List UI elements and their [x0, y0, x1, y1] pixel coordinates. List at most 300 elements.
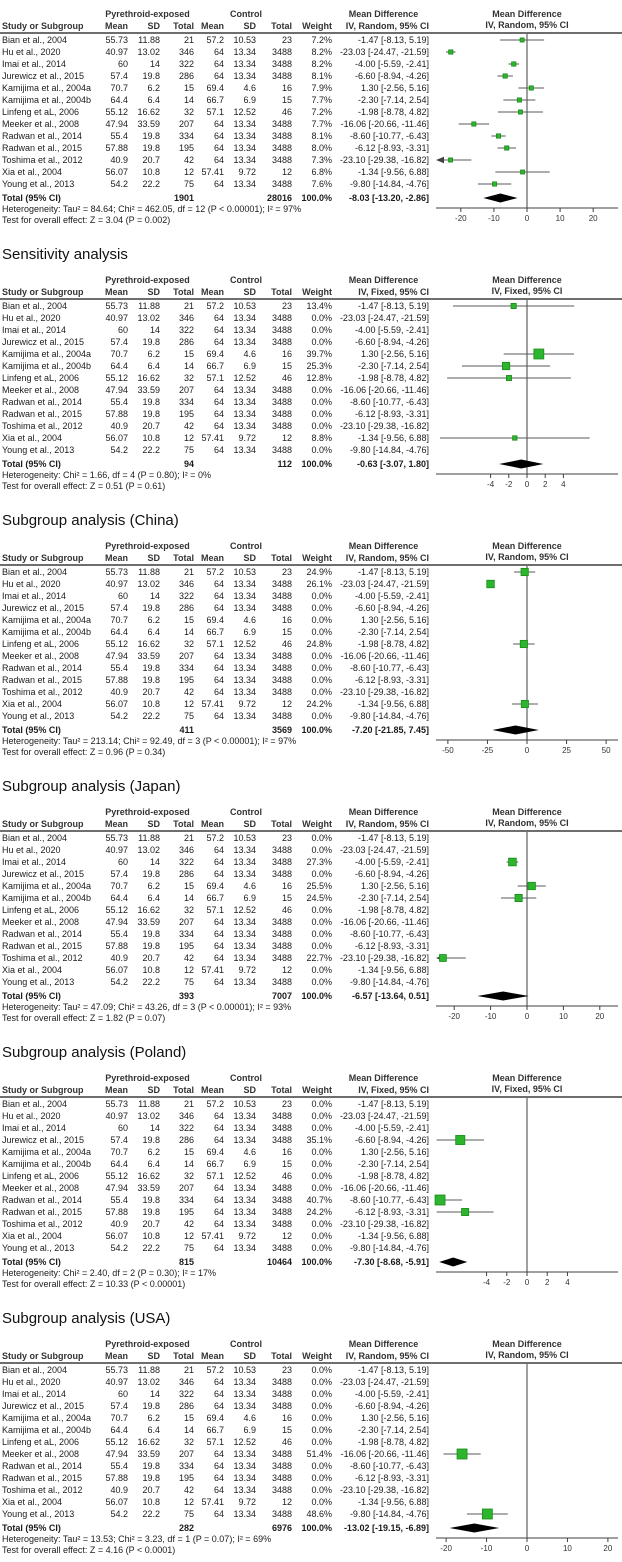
col-header-study: Study or Subgroup	[2, 21, 84, 31]
exp-mean: 40.97	[105, 845, 128, 855]
exp-sd: 6.2	[147, 83, 160, 93]
exp-total: 195	[178, 1473, 194, 1483]
study-md-ci: -6.60 [-8.94, -4.26]	[354, 603, 429, 613]
ctl-sd: 6.9	[243, 1425, 256, 1435]
effect-square	[509, 858, 517, 866]
study-weight: 0.0%	[311, 1147, 332, 1157]
effect-square	[521, 170, 525, 174]
plot-header-model: IV, Random, 95% CI	[485, 1350, 569, 1360]
axis-tick-label: 2	[544, 1278, 550, 1287]
study-weight: 0.0%	[311, 1425, 332, 1435]
total-md-ci: -13.02 [-19.15, -6.89]	[343, 1523, 429, 1533]
exp-total: 32	[183, 373, 194, 383]
col-header-effect-model: IV, Fixed, 95% CI	[358, 1085, 429, 1095]
study-name: Radwan et al., 2014	[2, 397, 83, 407]
ctl-total: 23	[281, 301, 292, 311]
ctl-sd: 13.34	[233, 603, 256, 613]
axis-tick-label: -10	[480, 1544, 493, 1553]
axis-tick-label: 20	[595, 1012, 605, 1021]
axis-tick-label: 10	[558, 1012, 568, 1021]
exp-total: 322	[178, 1123, 194, 1133]
ctl-total: 46	[281, 1437, 292, 1447]
exp-total: 42	[183, 421, 194, 431]
exp-mean: 47.94	[105, 651, 128, 661]
exp-sd: 13.02	[137, 579, 160, 589]
forest-panel-6	[0, 1310, 622, 1556]
study-weight: 24.5%	[306, 893, 332, 903]
effect-square	[503, 74, 507, 78]
ctl-sd: 13.34	[233, 155, 256, 165]
ctl-sd: 12.52	[233, 1437, 256, 1447]
ctl-mean: 64	[213, 1377, 224, 1387]
col-header-mean-0: Mean	[104, 1351, 128, 1361]
ctl-mean: 57.1	[206, 639, 224, 649]
ctl-total: 3488	[271, 579, 292, 589]
exp-mean: 57.4	[110, 603, 128, 613]
study-md-ci: -23.03 [-24.47, -21.59]	[339, 47, 429, 57]
exp-sd: 19.8	[142, 1401, 160, 1411]
effect-square	[515, 894, 522, 901]
ctl-mean: 64	[213, 941, 224, 951]
study-weight: 0.0%	[311, 1171, 332, 1181]
study-md-ci: -23.10 [-29.38, -16.82]	[339, 1219, 429, 1229]
exp-mean: 64.4	[110, 1425, 128, 1435]
study-md-ci: -9.80 [-14.84, -4.76]	[349, 711, 429, 721]
exp-mean: 55.4	[110, 663, 128, 673]
effect-square	[482, 1509, 492, 1519]
ctl-total: 23	[281, 1099, 292, 1109]
study-name: Kamijima et al., 2004a	[2, 83, 92, 93]
exp-sd: 13.02	[137, 47, 160, 57]
ctl-total: 46	[281, 905, 292, 915]
col-header-mean-3: Mean	[200, 287, 224, 297]
study-weight: 0.0%	[311, 1473, 332, 1483]
total-md-ci: -8.03 [-13.20, -2.86]	[348, 193, 429, 203]
study-name: Radwan et al., 2014	[2, 663, 83, 673]
ctl-mean: 64	[213, 1449, 224, 1459]
exp-sd: 11.88	[138, 833, 160, 843]
overall-effect-text: Test for overall effect: Z = 10.33 (P < 0.00001)	[2, 1279, 186, 1289]
ctl-sd: 6.9	[243, 627, 256, 637]
section-title: Subgroup analysis (USA)	[2, 1310, 171, 1327]
study-weight: 0.0%	[311, 591, 332, 601]
study-name: Kamijima et al., 2004a	[2, 1413, 92, 1423]
study-name: Radwan et al., 2015	[2, 675, 83, 685]
exp-sd: 20.7	[142, 1485, 160, 1495]
col-header-sd-4: SD	[243, 21, 256, 31]
study-weight: 0.0%	[311, 1111, 332, 1121]
total-exp-n: 815	[178, 1257, 194, 1267]
ctl-total: 3488	[271, 687, 292, 697]
ctl-total: 3488	[271, 1389, 292, 1399]
ctl-total: 3488	[271, 1195, 292, 1205]
ctl-mean: 57.1	[206, 373, 224, 383]
axis-tick-label: -2	[505, 480, 513, 489]
ctl-total: 23	[281, 833, 292, 843]
ctl-sd: 13.34	[233, 409, 256, 419]
col-header-total-5: Total	[271, 553, 292, 563]
exp-sd: 6.2	[147, 615, 160, 625]
study-name: Young et al., 2013	[2, 1243, 75, 1253]
study-weight: 13.4%	[306, 301, 332, 311]
study-weight: 0.0%	[311, 1401, 332, 1411]
exp-sd: 10.8	[142, 965, 160, 975]
ctl-total: 3488	[271, 1473, 292, 1483]
exp-mean: 40.97	[105, 579, 128, 589]
col-header-sd-1: SD	[147, 287, 160, 297]
exp-sd: 19.8	[142, 71, 160, 81]
ctl-mean: 57.2	[206, 35, 224, 45]
total-exp-n: 411	[179, 725, 194, 735]
exp-mean: 47.94	[105, 1183, 128, 1193]
exp-mean: 55.73	[105, 35, 128, 45]
col-header-effect-model: IV, Fixed, 95% CI	[358, 287, 429, 297]
exp-mean: 55.12	[105, 1437, 128, 1447]
study-md-ci: 1.30 [-2.56, 5.16]	[360, 1413, 429, 1423]
exp-mean: 55.4	[110, 131, 128, 141]
ctl-sd: 13.34	[233, 1111, 256, 1121]
ctl-sd: 13.34	[233, 1183, 256, 1193]
col-header-weight-6: Weight	[302, 21, 332, 31]
heterogeneity-text: Heterogeneity: Chi² = 1.66, df = 4 (P = 0.80); I² = 0%	[2, 470, 211, 480]
study-md-ci: -1.34 [-9.56, 6.88]	[357, 433, 429, 443]
exp-sd: 20.7	[142, 155, 160, 165]
exp-mean: 57.88	[105, 143, 128, 153]
ctl-mean: 64	[213, 1219, 224, 1229]
effect-square	[520, 38, 524, 42]
exp-sd: 19.8	[142, 1207, 160, 1217]
exp-sd: 19.8	[142, 663, 160, 673]
overall-effect-text: Test for overall effect: Z = 4.16 (P < 0.0001)	[2, 1545, 176, 1555]
exp-sd: 33.59	[137, 1183, 160, 1193]
ctl-mean: 64	[213, 869, 224, 879]
study-md-ci: -1.47 [-8.13, 5.19]	[357, 35, 429, 45]
study-weight: 7.7%	[311, 119, 332, 129]
axis-tick-label: -10	[484, 1012, 497, 1021]
ctl-total: 16	[281, 349, 292, 359]
ctl-mean: 64	[213, 385, 224, 395]
col-header-mean-3: Mean	[200, 1085, 224, 1095]
x2	[131, 724, 163, 736]
exp-total: 15	[183, 615, 194, 625]
exp-sd: 13.02	[137, 845, 160, 855]
axis-tick-label: -10	[488, 214, 500, 223]
ctl-sd: 13.34	[233, 1509, 256, 1519]
study-name: Bian et al., 2004	[2, 1365, 68, 1375]
total-md-ci: -7.30 [-8.68, -5.91]	[353, 1257, 429, 1267]
exp-mean: 54.2	[110, 1243, 128, 1253]
exp-sd: 6.4	[147, 893, 160, 903]
study-name: Young et al., 2013	[2, 977, 75, 987]
ctl-total: 3488	[271, 941, 292, 951]
ctl-sd: 9.72	[238, 1231, 256, 1241]
col-header-study: Study or Subgroup	[2, 1351, 84, 1361]
ctl-total: 3488	[271, 143, 292, 153]
exp-mean: 40.9	[110, 1219, 128, 1229]
ctl-total: 3488	[271, 47, 292, 57]
ctl-total: 15	[281, 627, 292, 637]
ctl-sd: 13.34	[233, 47, 256, 57]
ctl-sd: 4.6	[243, 349, 256, 359]
exp-total: 346	[178, 47, 194, 57]
study-weight: 51.4%	[306, 1449, 332, 1459]
x1	[98, 458, 131, 470]
study-md-ci: -23.03 [-24.47, -21.59]	[339, 1111, 429, 1121]
study-name: Toshima et al., 2012	[2, 953, 83, 963]
effect-text-header: Mean Difference	[348, 807, 419, 817]
ctl-sd: 13.34	[233, 1461, 256, 1471]
ctl-mean: 66.7	[206, 1425, 224, 1435]
exp-mean: 57.4	[110, 1401, 128, 1411]
exp-mean: 54.2	[110, 445, 128, 455]
study-weight: 22.7%	[306, 953, 332, 963]
forest-plot-graphic	[434, 540, 620, 758]
exp-mean: 57.88	[105, 1207, 128, 1217]
ctl-mean: 57.41	[201, 167, 224, 177]
total-ctl-n: 112	[277, 459, 292, 469]
exp-total: 12	[183, 1497, 194, 1507]
ctl-total: 3488	[271, 1111, 292, 1121]
forest-panel-4	[0, 778, 622, 1024]
total-exp-n: 393	[178, 991, 194, 1001]
col-header-study: Study or Subgroup	[2, 819, 84, 829]
study-weight: 25.5%	[306, 881, 332, 891]
exp-mean: 40.9	[110, 687, 128, 697]
exp-sd: 19.8	[142, 1461, 160, 1471]
study-md-ci: -9.80 [-14.84, -4.76]	[349, 179, 429, 189]
study-name: Kamijima et al., 2004b	[2, 893, 92, 903]
study-md-ci: -16.06 [-20.66, -11.46]	[340, 1449, 429, 1459]
ctl-sd: 13.34	[233, 857, 256, 867]
exp-total: 322	[178, 325, 194, 335]
effect-square	[511, 303, 516, 308]
x1	[98, 1522, 131, 1534]
study-weight: 8.8%	[311, 433, 332, 443]
exp-mean: 54.2	[110, 711, 128, 721]
exp-sd: 19.8	[142, 143, 160, 153]
group-header-exposed: Pyrethroid-exposed	[105, 541, 190, 551]
exp-total: 14	[183, 1159, 194, 1169]
ctl-total: 16	[281, 1147, 292, 1157]
exp-total: 75	[183, 711, 194, 721]
exp-mean: 47.94	[105, 119, 128, 129]
group-header-exposed: Pyrethroid-exposed	[105, 1073, 190, 1083]
study-md-ci: -6.12 [-8.93, -3.31]	[354, 941, 429, 951]
axis-tick-label: 0	[524, 1012, 530, 1021]
axis-tick-label: 4	[561, 480, 566, 489]
group-header-control: Control	[230, 1073, 262, 1083]
study-weight: 6.8%	[311, 167, 332, 177]
ctl-mean: 64	[213, 917, 224, 927]
ctl-sd: 13.34	[233, 445, 256, 455]
group-header-exposed: Pyrethroid-exposed	[105, 1339, 190, 1349]
ctl-mean: 66.7	[206, 361, 224, 371]
ctl-mean: 64	[213, 337, 224, 347]
study-md-ci: -1.47 [-8.13, 5.19]	[357, 833, 429, 843]
col-spacer	[2, 8, 98, 20]
study-name: Radwan et al., 2014	[2, 131, 83, 141]
study-md-ci: -9.80 [-14.84, -4.76]	[349, 445, 429, 455]
exp-sd: 6.4	[147, 1425, 160, 1435]
col-header-total-2: Total	[173, 1351, 194, 1361]
ctl-total: 23	[281, 567, 292, 577]
ctl-mean: 69.4	[206, 881, 224, 891]
heterogeneity-text: Heterogeneity: Tau² = 13.53; Chi² = 3.23, df = 1 (P = 0.07); I² = 69%	[2, 1534, 272, 1544]
exp-sd: 19.8	[142, 131, 160, 141]
ctl-total: 3488	[271, 119, 292, 129]
axis-tick-label: -20	[440, 1544, 452, 1553]
col-header-total-5: Total	[271, 287, 292, 297]
exp-total: 207	[178, 917, 194, 927]
study-weight: 0.0%	[311, 603, 332, 613]
x4	[227, 724, 259, 736]
exp-mean: 60	[117, 325, 128, 335]
plot-header-effect: Mean Difference	[492, 541, 562, 551]
axis-tick-label: 50	[601, 746, 611, 755]
total-exp-n: 282	[178, 1523, 194, 1533]
ctl-sd: 13.34	[233, 591, 256, 601]
exp-sd: 16.62	[137, 1171, 160, 1181]
col-header-mean-0: Mean	[104, 1085, 128, 1095]
ctl-sd: 13.34	[233, 929, 256, 939]
ctl-total: 3488	[271, 953, 292, 963]
study-md-ci: -1.47 [-8.13, 5.19]	[357, 1365, 429, 1375]
exp-total: 75	[183, 1509, 194, 1519]
heterogeneity-text: Heterogeneity: Chi² = 2.40, df = 2 (P = 0.30); I² = 17%	[2, 1268, 216, 1278]
exp-total: 334	[178, 1195, 194, 1205]
ctl-sd: 13.34	[233, 579, 256, 589]
study-name: Kamijima et al., 2004a	[2, 881, 92, 891]
study-name: Meeker et al., 2008	[2, 1183, 80, 1193]
ctl-sd: 13.34	[233, 675, 256, 685]
study-md-ci: -1.98 [-8.78, 4.82]	[357, 373, 429, 383]
ctl-mean: 57.41	[201, 1497, 224, 1507]
study-weight: 0.0%	[311, 1231, 332, 1241]
study-name: Bian et al., 2004	[2, 1099, 68, 1109]
study-md-ci: -1.34 [-9.56, 6.88]	[357, 1231, 429, 1241]
study-md-ci: -4.00 [-5.59, -2.41]	[354, 325, 429, 335]
ctl-sd: 6.9	[243, 95, 256, 105]
ctl-mean: 66.7	[206, 1159, 224, 1169]
study-weight: 39.7%	[306, 349, 332, 359]
exp-total: 21	[183, 301, 194, 311]
ctl-mean: 64	[213, 675, 224, 685]
ctl-sd: 13.34	[233, 953, 256, 963]
study-name: Young et al., 2013	[2, 179, 75, 189]
study-weight: 8.2%	[311, 47, 332, 57]
study-weight: 0.0%	[311, 1389, 332, 1399]
ctl-mean: 64	[213, 409, 224, 419]
exp-mean: 55.12	[105, 639, 128, 649]
forest-plot	[0, 806, 622, 1024]
exp-sd: 33.59	[137, 651, 160, 661]
study-md-ci: -23.10 [-29.38, -16.82]	[339, 953, 429, 963]
study-name: Jurewicz et al., 2015	[2, 869, 85, 879]
axis-tick-label: 20	[603, 1544, 613, 1553]
axis-tick-label: 25	[562, 746, 572, 755]
ctl-sd: 13.34	[233, 1135, 256, 1145]
col-header-total-5: Total	[271, 21, 292, 31]
forest-plot	[0, 274, 622, 492]
ctl-total: 3488	[271, 1243, 292, 1253]
total-exp-n: 1901	[173, 193, 194, 203]
exp-sd: 13.02	[137, 1377, 160, 1387]
study-weight: 0.0%	[311, 651, 332, 661]
exp-mean: 70.7	[110, 1413, 128, 1423]
study-name: Bian et al., 2004	[2, 301, 68, 311]
study-name: Radwan et al., 2015	[2, 941, 83, 951]
ctl-mean: 66.7	[206, 627, 224, 637]
total-weight: 100.0%	[301, 193, 332, 203]
ctl-total: 3488	[271, 409, 292, 419]
exp-total: 21	[183, 1099, 194, 1109]
ctl-total: 23	[281, 35, 292, 45]
ctl-sd: 13.34	[233, 917, 256, 927]
exp-total: 207	[178, 651, 194, 661]
axis-tick-label: -50	[442, 746, 454, 755]
col-header-effect-model: IV, Random, 95% CI	[345, 819, 429, 829]
study-name: Meeker et al., 2008	[2, 917, 80, 927]
ctl-sd: 13.34	[233, 711, 256, 721]
ctl-mean: 64	[213, 857, 224, 867]
exp-mean: 57.88	[105, 941, 128, 951]
ctl-mean: 57.2	[206, 1099, 224, 1109]
exp-total: 42	[183, 155, 194, 165]
axis-tick-label: -4	[482, 1278, 491, 1287]
study-md-ci: -4.00 [-5.59, -2.41]	[354, 591, 429, 601]
study-name: Kamijima et al., 2004a	[2, 615, 92, 625]
effect-text-header: Mean Difference	[348, 9, 419, 19]
exp-sd: 33.59	[137, 119, 160, 129]
exp-sd: 11.88	[138, 301, 160, 311]
study-name: Linfeng et aL, 2006	[2, 107, 80, 117]
study-md-ci: 1.30 [-2.56, 5.16]	[360, 1147, 429, 1157]
exp-total: 15	[183, 1147, 194, 1157]
ctl-mean: 64	[213, 651, 224, 661]
axis-tick-label: -20	[448, 1012, 460, 1021]
study-name: Imai et al., 2014	[2, 325, 67, 335]
exp-mean: 56.07	[105, 699, 128, 709]
forest-plot	[0, 8, 622, 226]
exp-sd: 19.8	[142, 603, 160, 613]
exp-mean: 56.07	[105, 433, 128, 443]
study-md-ci: -23.10 [-29.38, -16.82]	[339, 155, 429, 165]
ctl-sd: 13.34	[233, 1219, 256, 1229]
col-header-total-2: Total	[173, 21, 194, 31]
ctl-mean: 64	[213, 1111, 224, 1121]
group-header-control: Control	[230, 275, 262, 285]
ctl-sd: 6.9	[243, 893, 256, 903]
col-header-weight-6: Weight	[302, 287, 332, 297]
study-weight: 0.0%	[311, 627, 332, 637]
exp-sd: 22.2	[142, 179, 160, 189]
col-spacer	[2, 1072, 98, 1084]
study-name: Kamijima et al., 2004b	[2, 95, 92, 105]
exp-total: 32	[183, 905, 194, 915]
study-name: Toshima et al., 2012	[2, 687, 83, 697]
exp-total: 322	[178, 857, 194, 867]
exp-total: 346	[178, 579, 194, 589]
ctl-mean: 64	[213, 591, 224, 601]
col-header-sd-1: SD	[147, 1085, 160, 1095]
study-md-ci: -8.60 [-10.77, -6.43]	[349, 397, 429, 407]
ctl-total: 16	[281, 881, 292, 891]
group-header-exposed: Pyrethroid-exposed	[105, 9, 190, 19]
ctl-mean: 64	[213, 579, 224, 589]
forest-panel-2	[0, 246, 622, 492]
effect-square	[534, 349, 544, 359]
ctl-mean: 57.41	[201, 1231, 224, 1241]
